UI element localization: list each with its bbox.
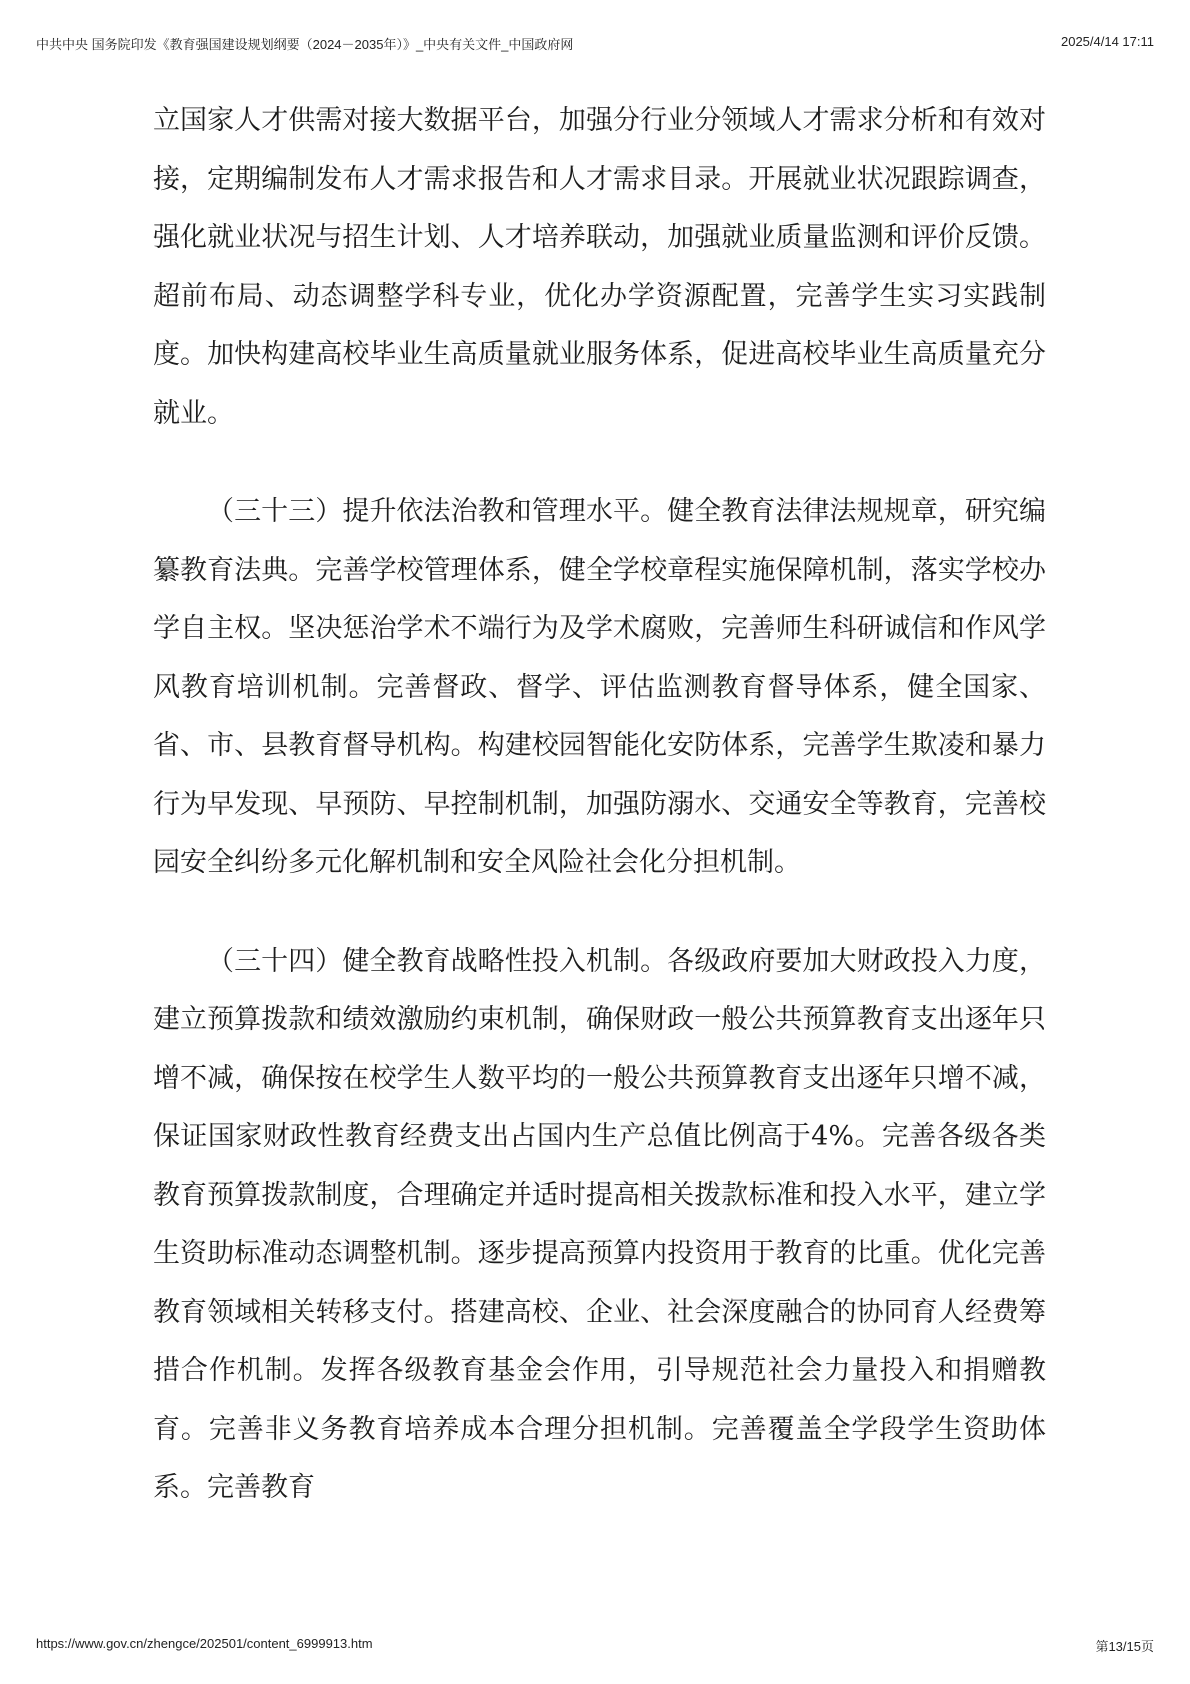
paragraph-34: （三十四）健全教育战略性投入机制。各级政府要加大财政投入力度，建立预算拨款和绩效激励约束机制，确保财政一般公共预算教育支出逐年只增不减，确保按在校学生人数平均的一般公共预算教育支出逐年只增不减，保证国家财政性教育经费支出占国内生产总值比例高于4%。完善各级各类教育预算拨款制度，合理确定并适时提高相关拨款标准和投入水平，建立学生资助标准动态调整机制。逐步提高预算内投资用于教育的比重。优化完善教育领域相关转移支付。搭建高校、企业、社会深度融合的协同育人经费筹措合作机制。发挥各级教育基金会作用，引导规范社会力量投入和捐赠教育。完善非义务教育培养成本合理分担机制。完善覆盖全学段学生资助体系。完善教育	[153, 945, 1046, 1503]
page-url: https://www.gov.cn/zhengce/202501/content_6999913.htm	[36, 1636, 373, 1651]
paragraph-continuation: 立国家人才供需对接大数据平台，加强分行业分领域人才需求分析和有效对接，定期编制发布人才需求报告和人才需求目录。开展就业状况跟踪调查，强化就业状况与招生计划、人才培养联动，加强就业质量监测和评价反馈。超前布局、动态调整学科专业，优化办学资源配置，完善学生实习实践制度。加快构建高校毕业生高质量就业服务体系，促进高校毕业生高质量充分就业。	[153, 105, 1046, 429]
print-header	[36, 34, 1154, 54]
paragraph-33: （三十三）提升依法治教和管理水平。健全教育法律法规规章，研究编纂教育法典。完善学校管理体系，健全学校章程实施保障机制，落实学校办学自主权。坚决惩治学术不端行为及学术腐败，完善师生科研诚信和作风学风教育培训机制。完善督政、督学、评估监测教育督导体系，健全国家、省、市、县教育督导机构。构建校园智能化安防体系，完善学生欺凌和暴力行为早发现、早预防、早控制机制，加强防溺水、交通安全等教育，完善校园安全纠纷多元化解机制和安全风险社会化分担机制。	[153, 496, 1046, 878]
page-title: 中共中央 国务院印发《教育强国建设规划纲要（2024－2035年）》_中央有关文件_中国政府网	[36, 37, 574, 52]
print-footer	[36, 1636, 1154, 1656]
page-number: 第13/15页	[1095, 1639, 1154, 1654]
print-datetime: 2025/4/14 17:11	[1060, 34, 1154, 49]
document-body	[153, 92, 1046, 1558]
